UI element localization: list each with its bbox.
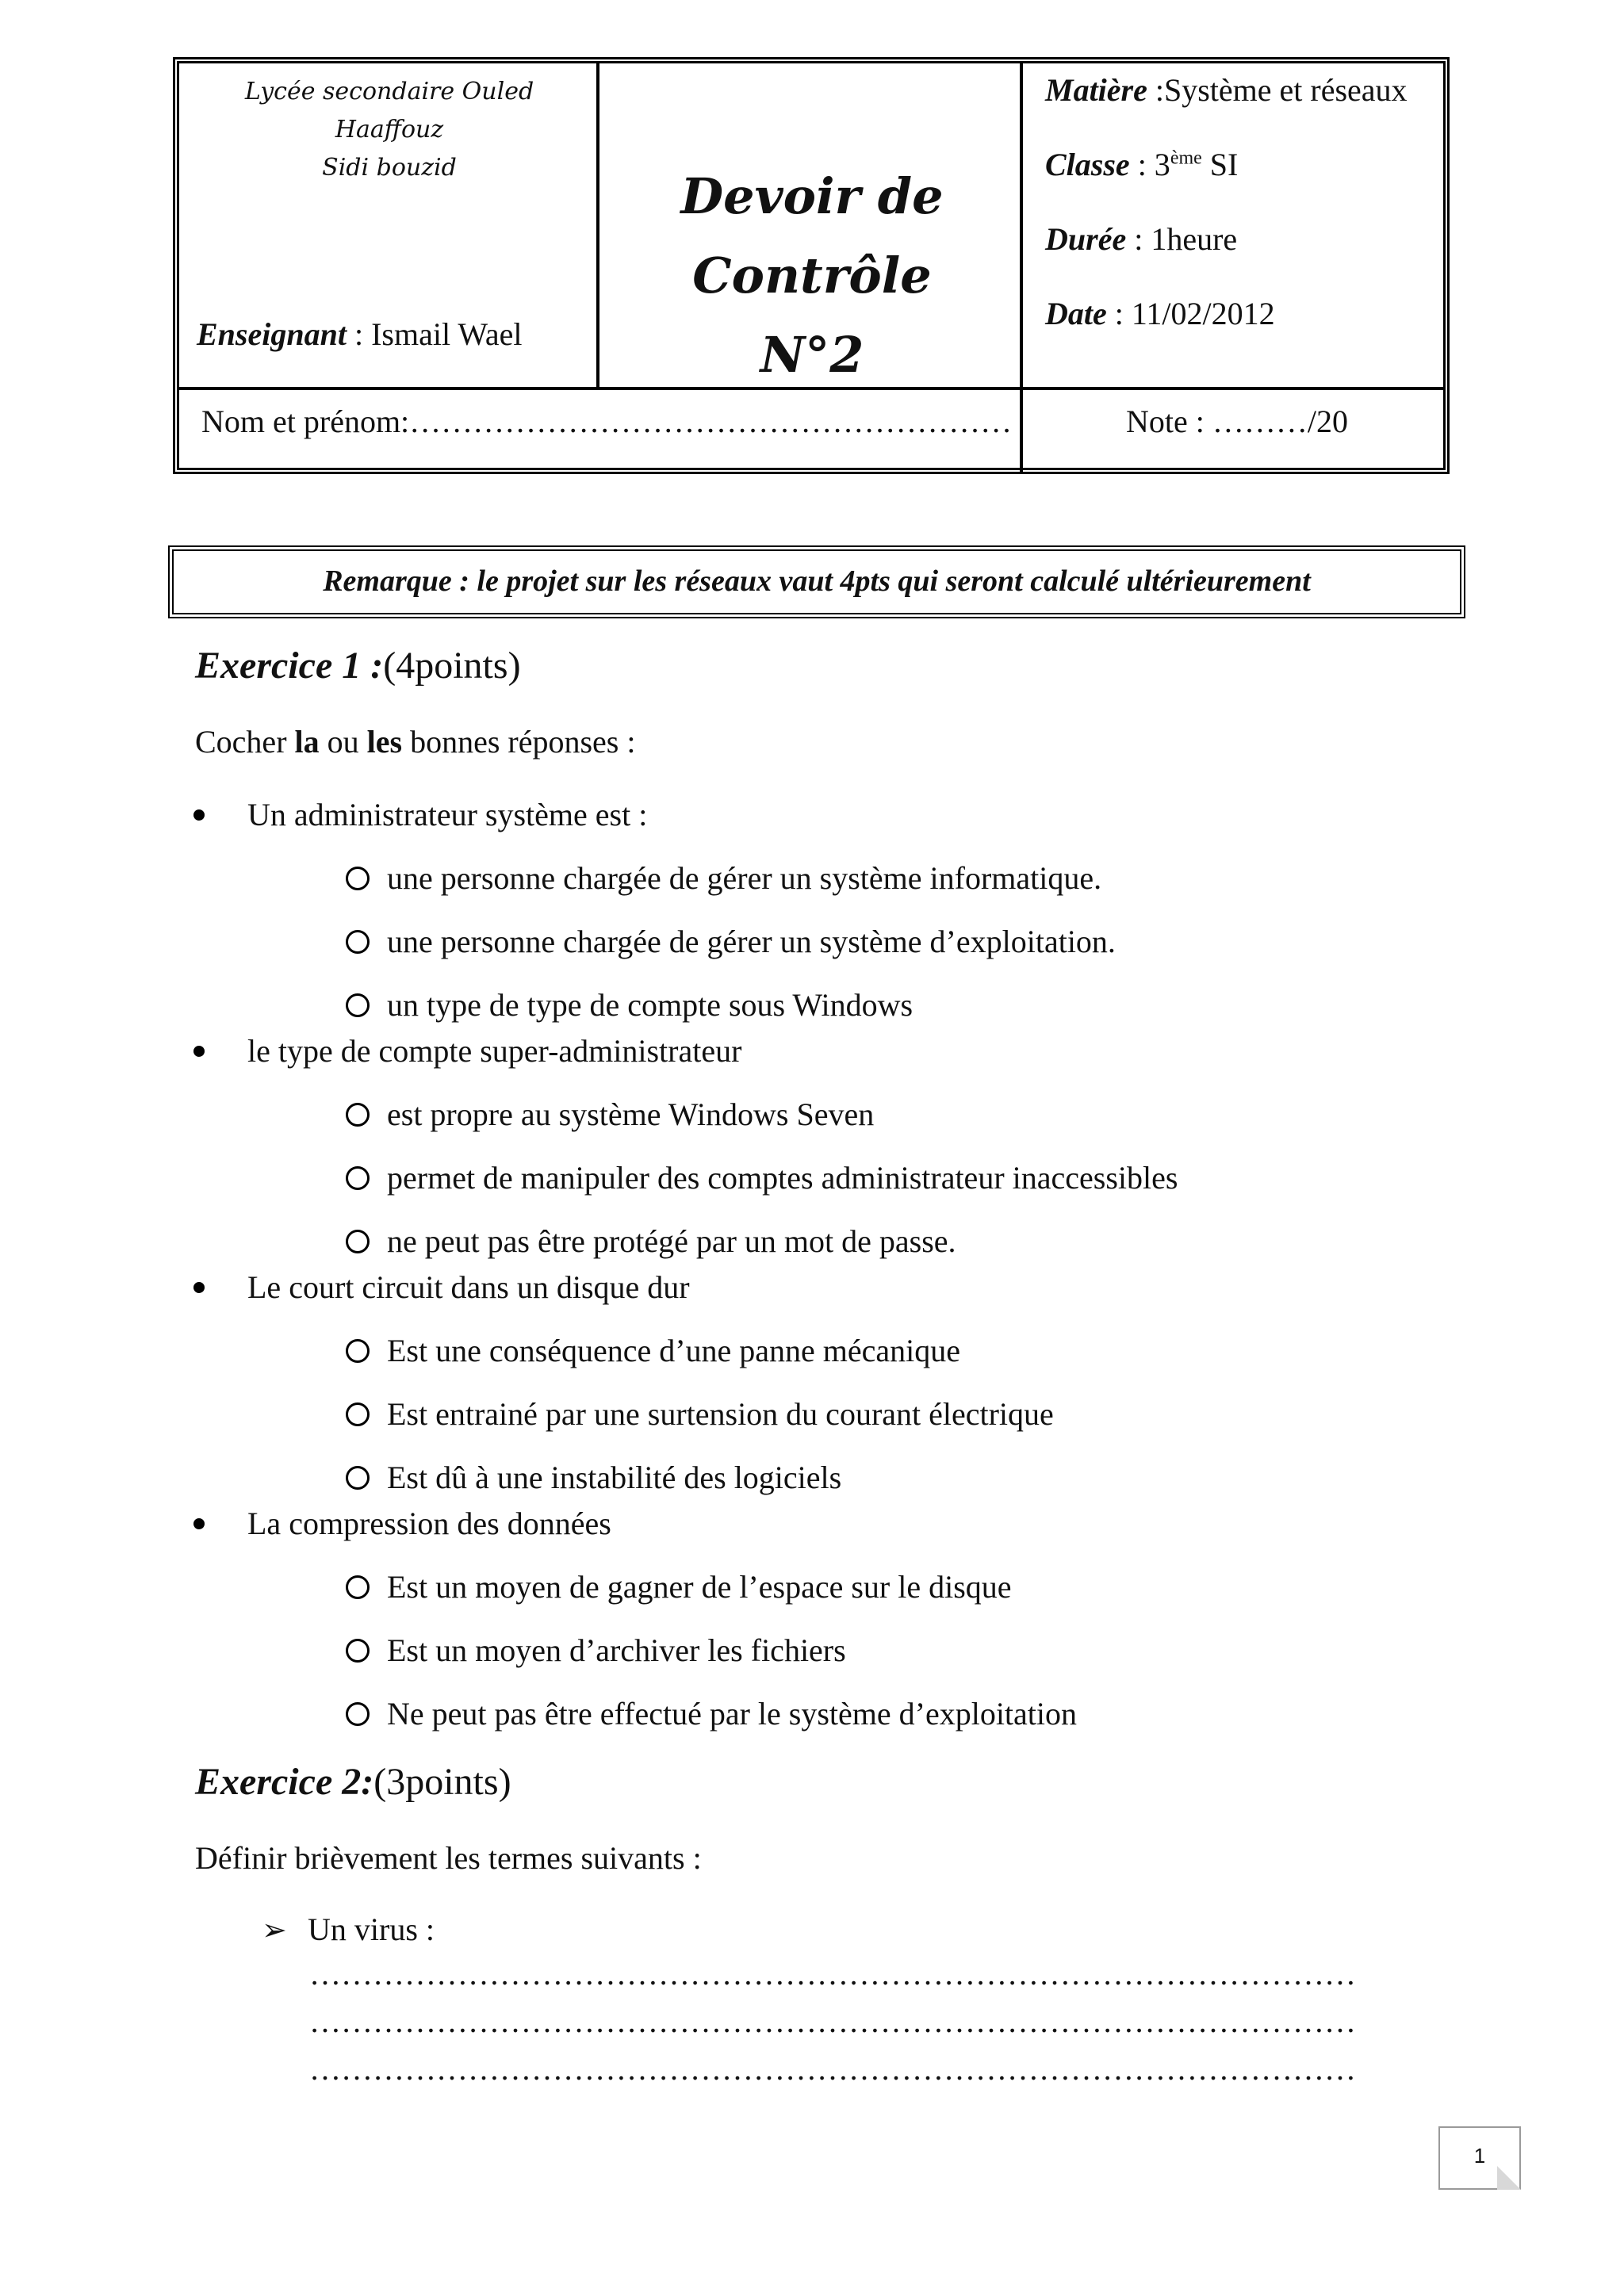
classe-sup: ème [1170, 147, 1202, 169]
bullet-icon [193, 1046, 205, 1057]
option-text: Est une conséquence d’une panne mécanique [387, 1333, 961, 1368]
option-text: Est dû à une instabilité des logiciels [387, 1460, 842, 1495]
question-text: Un administrateur système est : [247, 797, 648, 832]
radio-circle-icon[interactable] [346, 867, 370, 890]
option[interactable] [346, 986, 913, 1024]
radio-circle-icon[interactable] [346, 930, 370, 954]
question-text: Le court circuit dans un disque dur [247, 1269, 690, 1305]
question-text: La compression des données [247, 1506, 611, 1541]
note-field: Note : ………/20 [1126, 404, 1348, 439]
answer-line[interactable]: ……………………………………………………………………………………… [309, 2051, 1356, 2087]
option-text: est propre au système Windows Seven [387, 1096, 875, 1132]
instruction-text: ou [319, 724, 367, 760]
bullet-icon [193, 1282, 205, 1293]
nom-field: Nom et prénom:………………………………………………… [201, 404, 1013, 439]
answer-line[interactable]: ……………………………………………………………………………………… [309, 1956, 1356, 1992]
term-virus: Un virus : [308, 1911, 435, 1947]
radio-circle-icon[interactable] [346, 1402, 370, 1426]
remark-box: Remarque : le projet sur les réseaux vaut 4pts qui seront calculé ultérieurement [168, 545, 1465, 618]
duree-label: Durée [1045, 221, 1127, 257]
option[interactable] [346, 923, 1116, 960]
title-line-1: Devoir de Contrôle [680, 167, 944, 304]
option-text: Est un moyen d’archiver les fichiers [387, 1632, 846, 1668]
header-table [173, 57, 1450, 474]
option[interactable] [346, 1695, 1077, 1732]
question-3 [247, 1269, 690, 1306]
school-line-2: Haaffouz [335, 116, 444, 144]
instruction-bold: la [294, 724, 320, 760]
page-number-text: 1 [1473, 2144, 1486, 2168]
option[interactable] [346, 1223, 956, 1260]
radio-circle-icon[interactable] [346, 993, 370, 1017]
school-line-3: Sidi bouzid [322, 154, 457, 182]
option[interactable] [346, 1632, 846, 1669]
radio-circle-icon[interactable] [346, 1339, 370, 1363]
bullet-icon [193, 809, 205, 821]
option-text: ne peut pas être protégé par un mot de passe. [387, 1223, 956, 1259]
teacher-name: : Ismail Wael [346, 316, 523, 352]
instruction-bold: les [366, 724, 403, 760]
answer-line[interactable]: ……………………………………………………………………………………… [309, 2003, 1356, 2039]
date-value: : 11/02/2012 [1106, 296, 1275, 331]
option[interactable] [346, 1459, 841, 1496]
radio-circle-icon[interactable] [346, 1230, 370, 1253]
radio-circle-icon[interactable] [346, 1166, 370, 1190]
option[interactable] [346, 1332, 960, 1369]
exercise-2-points: (3points) [373, 1761, 511, 1803]
option-text: une personne chargée de gérer un système d’exploitation. [387, 924, 1116, 959]
radio-circle-icon[interactable] [346, 1639, 370, 1663]
arrow-bullet-icon: ➢ [262, 1914, 287, 1947]
exercise-1-instruction [195, 723, 635, 760]
option-text: permet de manipuler des comptes administrateur inaccessibles [387, 1160, 1178, 1196]
school-line-1: Lycée secondaire Ouled [244, 78, 534, 105]
option-text: un type de type de compte sous Windows [387, 987, 914, 1023]
option[interactable] [346, 1159, 1178, 1196]
radio-circle-icon[interactable] [346, 1466, 370, 1490]
radio-circle-icon[interactable] [346, 1575, 370, 1599]
exercise-1-title [195, 644, 521, 687]
option[interactable] [346, 1096, 874, 1133]
exercise-2-label: Exercice 2: [195, 1761, 374, 1803]
option[interactable] [346, 1568, 1012, 1605]
radio-circle-icon[interactable] [346, 1702, 370, 1726]
instruction-text: bonnes réponses : [402, 724, 636, 760]
question-4 [247, 1505, 611, 1542]
exercise-2-instruction: Définir brièvement les termes suivants : [195, 1840, 702, 1876]
classe-value-post: SI [1201, 147, 1239, 182]
date-label: Date [1045, 296, 1107, 331]
title-line-2: N°2 [760, 326, 864, 384]
teacher-label: Enseignant [197, 316, 347, 352]
page-title [601, 157, 1023, 395]
classe [1045, 146, 1238, 183]
option-text: Ne peut pas être effectué par le système d’exploitation [387, 1696, 1078, 1732]
page-number [1438, 2126, 1521, 2190]
classe-label: Classe [1045, 147, 1130, 182]
option[interactable] [346, 859, 1101, 897]
duree [1045, 220, 1237, 258]
classe-value: : 3 [1129, 147, 1170, 182]
question-2 [247, 1032, 741, 1070]
bullet-icon [193, 1518, 205, 1529]
page-fold-icon [1497, 2166, 1521, 2190]
exercise-2-title [195, 1760, 511, 1804]
matiere-value: :Système et réseaux [1147, 72, 1408, 108]
radio-circle-icon[interactable] [346, 1103, 370, 1127]
exercise-1-label: Exercice 1 : [195, 645, 384, 687]
question-text: le type de compte super-administrateur [247, 1033, 742, 1069]
matiere-label: Matière [1045, 72, 1147, 108]
option-text: une personne chargée de gérer un système informatique. [387, 860, 1102, 896]
duree-value: : 1heure [1126, 221, 1238, 257]
teacher [197, 316, 523, 353]
exercise-1-points: (4points) [383, 645, 521, 687]
instruction-text: Cocher [195, 724, 295, 760]
option-text: Est un moyen de gagner de l’espace sur le disque [387, 1569, 1012, 1605]
matiere [1045, 71, 1408, 109]
date [1045, 295, 1275, 332]
option-text: Est entrainé par une surtension du courant électrique [387, 1396, 1054, 1432]
option[interactable] [346, 1395, 1054, 1433]
question-1 [247, 796, 647, 833]
